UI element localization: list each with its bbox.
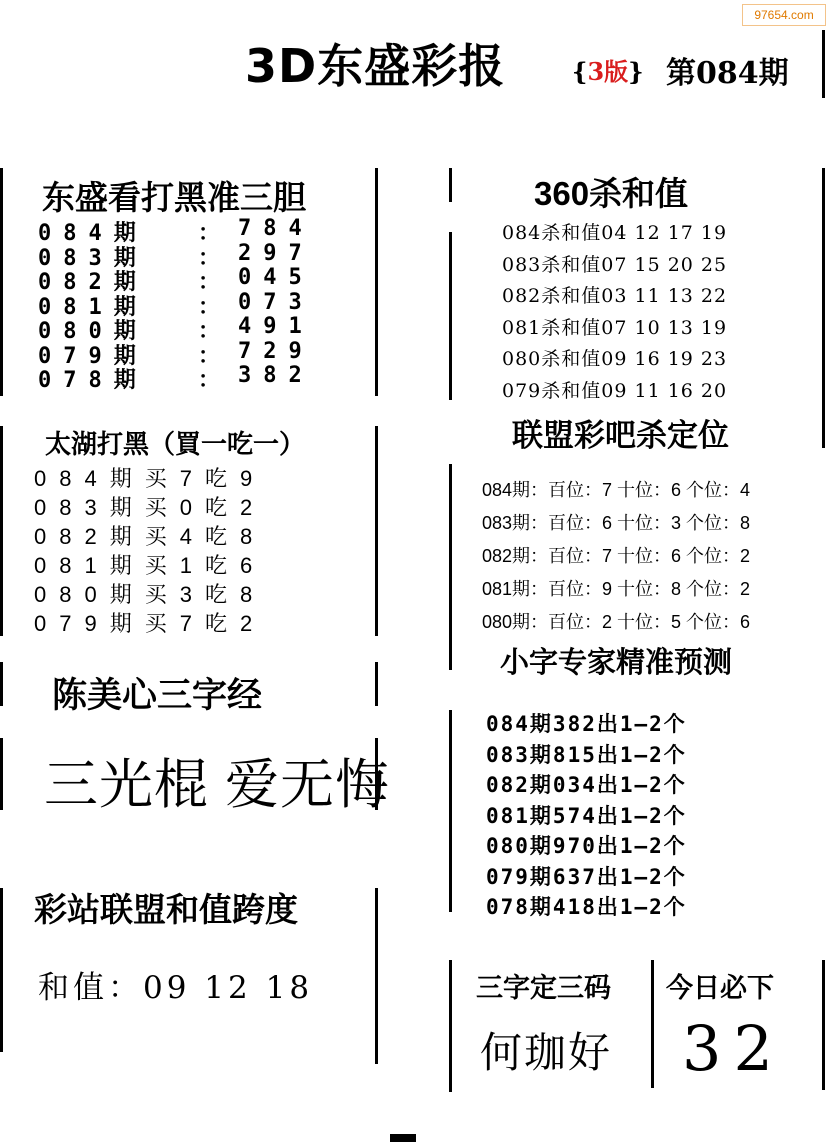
caizhan-title: 彩站联盟和值跨度 [34, 890, 298, 929]
box-mid-rule [651, 960, 654, 1088]
site-watermark: 97654.com [742, 4, 826, 26]
dongsheng-row-colon: ： [198, 368, 221, 393]
today-value: 32 [682, 1012, 785, 1085]
dongsheng-row-issue: 080期 [38, 319, 148, 344]
lianmeng-row: 084期：百位：7 十位：6 个位：4 [482, 480, 751, 500]
lianmeng-row: 083期：百位：6 十位：3 个位：8 [482, 513, 751, 533]
right-right-rule-1 [822, 168, 825, 448]
taihu-row: 081期买1吃6 [34, 553, 266, 578]
lianmeng-row: 082期：百位：7 十位：6 个位：2 [482, 546, 751, 566]
xiaozi-row: 082期034出1–2个 [486, 773, 687, 797]
taihu-row: 079期买7吃2 [34, 611, 266, 636]
page-title: 3D东盛彩报 [245, 39, 506, 93]
mid-rule-5 [375, 888, 378, 1064]
dongsheng-row-value: 045 [238, 265, 314, 290]
dongsheng-row-issue: 081期 [38, 294, 148, 320]
lianmeng-row: 081期：百位：9 十位：8 个位：2 [482, 579, 751, 599]
dongsheng-row-value: 784 [238, 216, 314, 241]
today-title: 今日必下 [666, 973, 774, 1003]
dongsheng-title: 东盛看打黑准三胆 [42, 178, 306, 217]
sha360-row: 084杀和值04 12 17 19 [502, 222, 728, 244]
taihu-title: 太湖打黑（買一吃一） [45, 429, 306, 459]
taihu-row: 080期买3吃8 [34, 582, 266, 607]
xiaozi-title: 小字专家精准预测 [500, 645, 733, 679]
xiaozi-row: 081期574出1–2个 [486, 803, 687, 828]
issue-number: 第084期 [666, 56, 789, 91]
sha360-title: 360杀和值 [534, 175, 689, 212]
dongsheng-row-value: 491 [238, 314, 314, 339]
dongsheng-row-colon: ： [198, 270, 221, 295]
chen-title: 陈美心三字经 [52, 675, 263, 716]
dongsheng-row-value: 729 [238, 338, 314, 364]
taihu-row: 083期买0吃2 [34, 495, 266, 520]
xiaozi-row: 078期418出1–2个 [486, 895, 687, 919]
mid-rule-2 [375, 426, 378, 636]
dongsheng-row-colon: ： [198, 294, 221, 320]
dongsheng-row-colon: ： [198, 245, 221, 271]
dongsheng-row-issue: 079期 [38, 343, 148, 369]
dongsheng-row-colon: ： [198, 221, 221, 246]
edition-brace-close: } [628, 57, 644, 86]
taihu-row: 084期买7吃9 [34, 466, 266, 491]
dongsheng-row-value: 382 [238, 363, 314, 388]
dongsheng-row-colon: ： [198, 319, 221, 344]
sanzi-text: 何珈好 [480, 1028, 613, 1077]
page-bottom-mark [390, 1134, 416, 1142]
left-rule-2 [0, 426, 3, 636]
sha360-row: 083杀和值07 15 20 25 [502, 253, 728, 276]
dongsheng-row-issue: 083期 [38, 245, 148, 271]
right-left-rule-4 [449, 710, 452, 912]
caizhan-text: 和值：09 12 18 [38, 970, 314, 1006]
sanzi-title: 三字定三码 [476, 973, 611, 1003]
box-left-rule [449, 960, 452, 1092]
sha360-row: 081杀和值07 10 13 19 [502, 316, 728, 339]
lianmeng-title: 联盟彩吧杀定位 [512, 418, 729, 454]
left-rule-1 [0, 168, 3, 396]
mid-rule-1 [375, 168, 378, 396]
edition-label [572, 52, 644, 87]
mid-rule-3 [375, 662, 378, 706]
sha360-row: 079杀和值09 11 16 20 [502, 379, 728, 402]
right-left-rule-3 [449, 464, 452, 670]
sha360-row: 080杀和值09 16 19 23 [502, 348, 728, 370]
edition-number: 3版 [587, 57, 629, 86]
chen-text: 三光棍 爱无悔 [44, 755, 391, 815]
dongsheng-row-issue: 078期 [38, 368, 148, 393]
edition-brace-open: { [572, 57, 588, 86]
xiaozi-row: 084期382出1–2个 [486, 712, 687, 736]
sha360-row: 082杀和值03 11 13 22 [502, 285, 728, 307]
box-right-rule [822, 960, 825, 1090]
dongsheng-row-issue: 084期 [38, 221, 148, 246]
left-rule-3 [0, 662, 3, 706]
dongsheng-row-value: 297 [238, 240, 314, 266]
xiaozi-row: 079期637出1–2个 [486, 864, 687, 889]
right-left-rule-1 [449, 168, 452, 202]
xiaozi-row: 083期815出1–2个 [486, 742, 687, 767]
taihu-row: 082期买4吃8 [34, 524, 266, 549]
left-rule-4 [0, 738, 3, 810]
lianmeng-row: 080期：百位：2 十位：5 个位：6 [482, 612, 751, 632]
header-right-rule [822, 30, 825, 98]
dongsheng-row-value: 073 [238, 289, 314, 315]
left-rule-5 [0, 888, 3, 1052]
xiaozi-row: 080期970出1–2个 [486, 834, 687, 858]
dongsheng-row-issue: 082期 [38, 270, 148, 295]
dongsheng-row-colon: ： [198, 343, 221, 369]
right-left-rule-2 [449, 232, 452, 400]
